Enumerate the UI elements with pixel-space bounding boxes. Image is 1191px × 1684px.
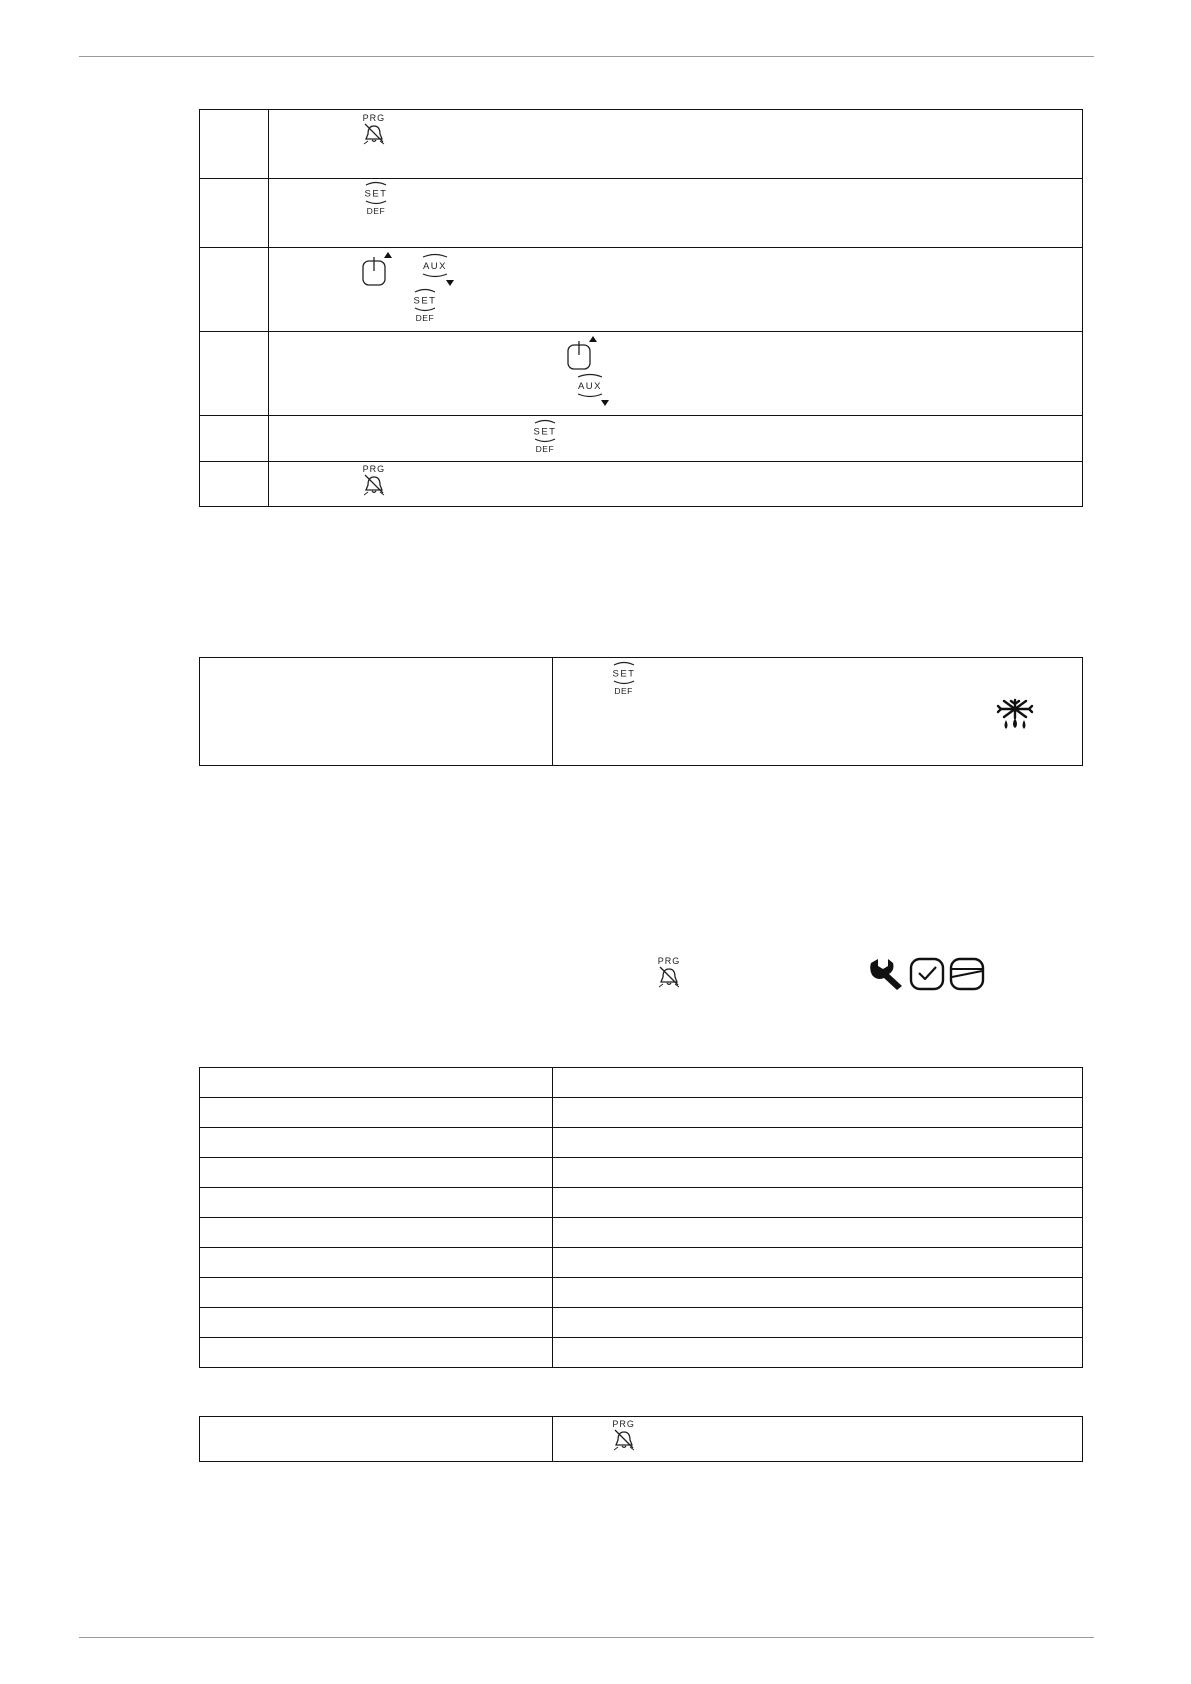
step-number-cell [200, 332, 269, 416]
table-cell [552, 1278, 1082, 1308]
def-key-label: DEF [415, 313, 435, 323]
onoff-up-key [566, 335, 600, 371]
table-cell [552, 1338, 1082, 1368]
function-cell [200, 658, 553, 766]
table-cell [552, 1248, 1082, 1278]
defrost-table [199, 657, 1083, 766]
aux-key-icon [418, 252, 454, 288]
set-key-label: SET [612, 668, 636, 680]
table-cell [200, 1338, 553, 1368]
table-row [200, 1128, 1083, 1158]
table-row [200, 1098, 1083, 1128]
table-row [200, 1068, 1083, 1098]
table-row [200, 110, 1083, 179]
prg-key [361, 464, 387, 496]
table-cell [200, 1278, 553, 1308]
prg-key-label: PRG [612, 1419, 635, 1429]
display-icon [949, 957, 985, 991]
set-def-key [411, 288, 439, 323]
bell-slash-icon [656, 966, 682, 988]
prg-key-label: PRG [362, 464, 386, 474]
step-description-cell [268, 179, 1082, 248]
snowflake-drops-icon [995, 698, 1035, 734]
header-rule [79, 56, 1094, 57]
step-description-cell [268, 332, 1082, 416]
set-def-key [610, 661, 638, 696]
prg-key [611, 1419, 637, 1451]
def-key-label: DEF [366, 206, 386, 216]
aux-down-key [573, 372, 609, 408]
def-key-label: DEF [535, 444, 555, 454]
table-row [200, 332, 1083, 416]
table-row [200, 462, 1083, 507]
bell-slash-icon [361, 474, 387, 496]
table-cell [200, 1218, 553, 1248]
table-cell [552, 1188, 1082, 1218]
wrench-icon [868, 957, 904, 991]
prg-key [656, 956, 682, 988]
set-key-label: SET [413, 295, 437, 307]
set-key-label: SET [533, 426, 557, 438]
set-key-icon [411, 288, 439, 312]
step-number-cell [200, 110, 269, 179]
parameter-table [199, 1067, 1083, 1368]
step-number-cell [200, 462, 269, 507]
table-cell [200, 1098, 553, 1128]
step-number-cell [200, 248, 269, 332]
prg-key-label: PRG [362, 113, 386, 123]
table-cell [552, 1128, 1082, 1158]
action-cell [552, 658, 1082, 766]
step-number-cell [200, 416, 269, 462]
set-key-icon [531, 419, 559, 443]
table-row [200, 248, 1083, 332]
def-key-label: DEF [614, 686, 633, 696]
aux-key-label: AUX [577, 381, 602, 392]
set-def-key [362, 181, 390, 216]
step-description-cell [268, 416, 1082, 462]
table-row [200, 658, 1083, 766]
triangle-up-icon [589, 336, 597, 342]
step-description-cell [268, 462, 1082, 507]
clock-icon [909, 957, 945, 991]
table-cell [552, 1308, 1082, 1338]
set-key-icon [362, 181, 390, 205]
table-row [200, 1338, 1083, 1368]
table-cell [552, 1098, 1082, 1128]
triangle-up-icon [384, 252, 392, 258]
bell-slash-icon [361, 123, 387, 145]
table-row [200, 1188, 1083, 1218]
footer-rule [79, 1637, 1094, 1638]
set-key-icon [610, 661, 638, 685]
step-number-cell [200, 179, 269, 248]
table-cell [552, 1158, 1082, 1188]
table-cell [200, 1188, 553, 1218]
table-row [200, 1248, 1083, 1278]
bell-slash-icon [611, 1429, 637, 1451]
table-cell [200, 1068, 553, 1098]
step-description-cell [268, 110, 1082, 179]
table-row [200, 1218, 1083, 1248]
prg-key-label: PRG [657, 956, 681, 966]
step-description-cell [268, 248, 1082, 332]
table-row [200, 416, 1083, 462]
table-row [200, 179, 1083, 248]
table-row [200, 1417, 1083, 1462]
action-cell [552, 1417, 1082, 1462]
function-cell [200, 1417, 553, 1462]
table-row [200, 1158, 1083, 1188]
table-row [200, 1308, 1083, 1338]
power-icon [361, 251, 395, 287]
triangle-down-icon [446, 280, 454, 286]
triangle-down-icon [601, 400, 609, 406]
prg-table [199, 1416, 1083, 1462]
table-row [200, 1278, 1083, 1308]
table-cell [200, 1308, 553, 1338]
set-key-label: SET [364, 188, 388, 200]
table-cell [200, 1128, 553, 1158]
table-cell [200, 1158, 553, 1188]
power-icon [566, 335, 600, 371]
table-cell [552, 1218, 1082, 1248]
table-cell [552, 1068, 1082, 1098]
aux-key-icon [573, 372, 609, 408]
table-cell [200, 1248, 553, 1278]
aux-key-label: AUX [422, 261, 447, 272]
onoff-up-key [361, 251, 395, 287]
set-def-key [531, 419, 559, 454]
aux-down-key [418, 252, 454, 288]
procedure-table [199, 109, 1083, 507]
prg-key [361, 113, 387, 145]
